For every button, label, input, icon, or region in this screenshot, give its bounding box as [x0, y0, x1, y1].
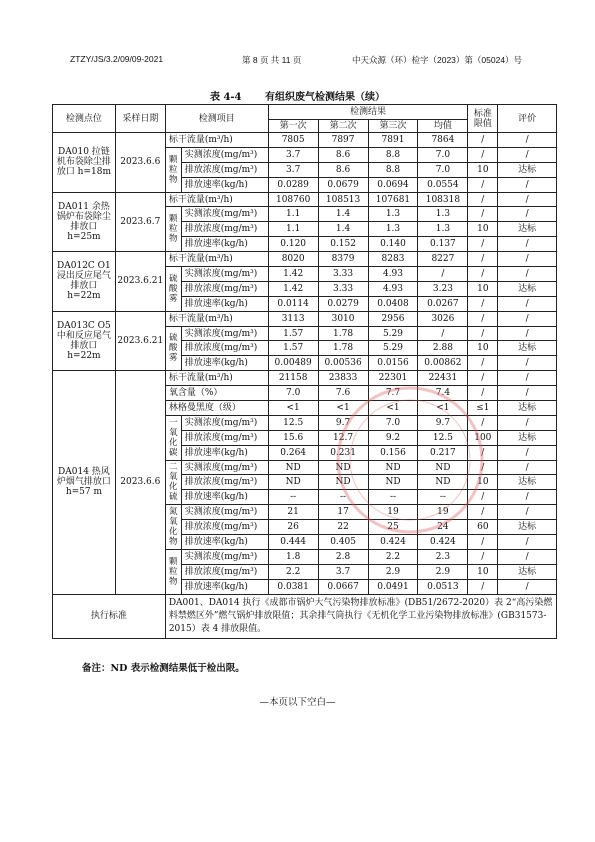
standard-text: DA001、DA014 执行《成都市锅炉大气污染物排放标准》(DB51/2672-2020）表 2“高污染燃料禁燃区外”燃气锅炉排放限值；其余排气筒执行《无机化学工业污染物排放标准》(GB31573-2015）表 4 排放限值。 — [165, 594, 556, 638]
table-row — [53, 311, 557, 326]
limit-value: / — [468, 267, 498, 282]
value-first: <1 — [268, 401, 318, 416]
value-avg: 2.9 — [418, 564, 468, 579]
value-second: 0.231 — [318, 445, 368, 460]
evaluation: 达标 — [498, 564, 557, 579]
limit-value: / — [468, 549, 498, 564]
value-third: 22301 — [368, 371, 418, 386]
value-first: 0.444 — [268, 535, 318, 550]
value-third: 7.7 — [368, 386, 418, 401]
table-row — [53, 252, 557, 267]
table-row — [53, 192, 557, 207]
value-first: 1.42 — [268, 281, 318, 296]
value-second: 0.405 — [318, 535, 368, 550]
limit-value: / — [468, 133, 498, 148]
pollutant-category: 硫酸雾 — [165, 267, 181, 312]
value-avg: 0.217 — [418, 445, 468, 460]
value-third: 107681 — [368, 192, 418, 207]
value-first: 3113 — [268, 311, 318, 326]
limit-value: 10 — [468, 475, 498, 490]
test-item: 标干流量(m³/h) — [165, 133, 268, 148]
value-first: 1.57 — [268, 326, 318, 341]
value-second: 3.33 — [318, 267, 368, 282]
evaluation: 达标 — [498, 222, 557, 237]
value-second: 17 — [318, 505, 368, 520]
value-second: 1.78 — [318, 326, 368, 341]
value-second: 23833 — [318, 371, 368, 386]
test-item: 实测浓度(mg/m³) — [181, 415, 268, 430]
value-third: 9.2 — [368, 430, 418, 445]
evaluation: 达标 — [498, 401, 557, 416]
value-avg: 2.3 — [418, 549, 468, 564]
value-third: 0.0491 — [368, 579, 418, 594]
value-second: 1.4 — [318, 222, 368, 237]
sampling-point: DA010 拉链机布袋除尘排放口 h=18m — [53, 133, 116, 193]
value-third: 8.8 — [368, 147, 418, 162]
test-item: 排放浓度(mg/m³) — [181, 162, 268, 177]
value-avg: 1.3 — [418, 207, 468, 222]
limit-value: / — [468, 147, 498, 162]
header-limit: 标准限值 — [468, 105, 498, 133]
value-third: 1.3 — [368, 207, 418, 222]
value-first: 0.0114 — [268, 296, 318, 311]
value-second: 0.0679 — [318, 177, 368, 192]
value-third: 8.8 — [368, 162, 418, 177]
standard-row — [53, 594, 557, 638]
results-table — [52, 104, 557, 639]
limit-value: / — [468, 237, 498, 252]
value-second: 8379 — [318, 252, 368, 267]
header-eval: 评价 — [498, 105, 557, 133]
test-item: 排放速率(kg/h) — [181, 490, 268, 505]
value-avg: 7.4 — [418, 386, 468, 401]
value-third: 7891 — [368, 133, 418, 148]
test-item: 排放速率(kg/h) — [181, 296, 268, 311]
evaluation: / — [498, 252, 557, 267]
limit-value: 10 — [468, 222, 498, 237]
value-third: 19 — [368, 505, 418, 520]
value-third: 0.0694 — [368, 177, 418, 192]
header-second: 第二次 — [318, 120, 368, 133]
value-first: 0.0381 — [268, 579, 318, 594]
test-item: 排放速率(kg/h) — [181, 445, 268, 460]
evaluation: 达标 — [498, 281, 557, 296]
test-item: 排放浓度(mg/m³) — [181, 564, 268, 579]
value-third: 25 — [368, 520, 418, 535]
page-number: 第 8 页 共 11 页 — [242, 55, 302, 65]
value-avg: 0.0554 — [418, 177, 468, 192]
sampling-point: DA012C O1 浸出反应尾气排放口 h=22m — [53, 252, 116, 312]
value-second: 22 — [318, 520, 368, 535]
limit-value: 60 — [468, 520, 498, 535]
evaluation: 达标 — [498, 430, 557, 445]
value-avg: 0.0267 — [418, 296, 468, 311]
test-item: 标干流量(m³/h) — [165, 192, 268, 207]
pollutant-category: 一氧化碳 — [165, 415, 181, 460]
value-avg: ND — [418, 460, 468, 475]
value-third: 8283 — [368, 252, 418, 267]
value-first: 12.5 — [268, 415, 318, 430]
value-second: 8.6 — [318, 147, 368, 162]
evaluation: / — [498, 311, 557, 326]
test-item: 排放浓度(mg/m³) — [181, 341, 268, 356]
value-third: ND — [368, 460, 418, 475]
value-second: 9.7 — [318, 415, 368, 430]
test-item: 实测浓度(mg/m³) — [181, 267, 268, 282]
value-second: 0.0667 — [318, 579, 368, 594]
value-first: 1.57 — [268, 341, 318, 356]
limit-value: / — [468, 460, 498, 475]
test-item: 实测浓度(mg/m³) — [181, 326, 268, 341]
evaluation: / — [498, 296, 557, 311]
test-item: 实测浓度(mg/m³) — [181, 460, 268, 475]
test-item: 排放浓度(mg/m³) — [181, 222, 268, 237]
table-row — [53, 133, 557, 148]
test-item: 排放速率(kg/h) — [181, 356, 268, 371]
header-results: 检测结果 — [268, 105, 468, 120]
value-avg: 0.424 — [418, 535, 468, 550]
value-first: -- — [268, 490, 318, 505]
pollutant-category: 硫酸雾 — [165, 326, 181, 371]
value-second: 1.4 — [318, 207, 368, 222]
limit-value: / — [468, 445, 498, 460]
evaluation: / — [498, 505, 557, 520]
sampling-date: 2023.6.7 — [115, 192, 165, 252]
value-avg: / — [418, 267, 468, 282]
value-avg: 12.5 — [418, 430, 468, 445]
test-item: 林格曼黑度（级） — [165, 401, 268, 416]
evaluation: / — [498, 177, 557, 192]
value-first: 1.42 — [268, 267, 318, 282]
evaluation: / — [498, 415, 557, 430]
report-number: 中天众源（环）检字（2023）第（05024）号 — [352, 55, 523, 65]
evaluation: 达标 — [498, 475, 557, 490]
value-avg: 7.0 — [418, 147, 468, 162]
test-item: 排放浓度(mg/m³) — [181, 520, 268, 535]
value-second: 1.78 — [318, 341, 368, 356]
evaluation: / — [498, 535, 557, 550]
value-second: 2.8 — [318, 549, 368, 564]
limit-value: / — [468, 579, 498, 594]
test-item: 标干流量(m³/h) — [165, 311, 268, 326]
value-second: ND — [318, 460, 368, 475]
value-first: 0.00489 — [268, 356, 318, 371]
test-item: 排放速率(kg/h) — [181, 177, 268, 192]
test-item: 排放浓度(mg/m³) — [181, 430, 268, 445]
value-first: 8020 — [268, 252, 318, 267]
header-date: 采样日期 — [115, 105, 165, 133]
evaluation: / — [498, 133, 557, 148]
value-second: 12.7 — [318, 430, 368, 445]
pollutant-category: 颗粒物 — [165, 207, 181, 252]
limit-value: / — [468, 296, 498, 311]
evaluation: / — [498, 147, 557, 162]
value-avg: -- — [418, 490, 468, 505]
value-third: 5.29 — [368, 326, 418, 341]
sampling-point: DA011 余热锅炉布袋除尘排放口 h=25m — [53, 192, 116, 252]
limit-value: / — [468, 490, 498, 505]
value-first: 3.7 — [268, 147, 318, 162]
value-first: 21158 — [268, 371, 318, 386]
standard-label: 执行标准 — [53, 594, 166, 638]
header-item: 检测项目 — [165, 105, 268, 133]
value-avg: 24 — [418, 520, 468, 535]
value-third: <1 — [368, 401, 418, 416]
value-first: 0.264 — [268, 445, 318, 460]
value-third: ND — [368, 475, 418, 490]
table-title — [0, 88, 595, 103]
value-first: 7.0 — [268, 386, 318, 401]
value-first: 26 — [268, 520, 318, 535]
evaluation: / — [498, 386, 557, 401]
value-first: 0.120 — [268, 237, 318, 252]
value-third: 4.93 — [368, 281, 418, 296]
evaluation: / — [498, 579, 557, 594]
test-item: 排放速率(kg/h) — [181, 579, 268, 594]
value-third: 0.0408 — [368, 296, 418, 311]
value-avg: 0.137 — [418, 237, 468, 252]
value-second: <1 — [318, 401, 368, 416]
test-item: 实测浓度(mg/m³) — [181, 147, 268, 162]
limit-value: 100 — [468, 430, 498, 445]
value-third: 0.156 — [368, 445, 418, 460]
value-avg: 8227 — [418, 252, 468, 267]
value-second: 7.6 — [318, 386, 368, 401]
value-avg: 2.88 — [418, 341, 468, 356]
test-item: 排放浓度(mg/m³) — [181, 475, 268, 490]
value-first: 3.7 — [268, 162, 318, 177]
test-item: 排放速率(kg/h) — [181, 237, 268, 252]
value-first: 7805 — [268, 133, 318, 148]
test-item: 标干流量(m³/h) — [165, 252, 268, 267]
limit-value: / — [468, 192, 498, 207]
limit-value: / — [468, 252, 498, 267]
test-item: 氧含量（%） — [165, 386, 268, 401]
evaluation: / — [498, 460, 557, 475]
evaluation: / — [498, 445, 557, 460]
value-avg: 0.00862 — [418, 356, 468, 371]
evaluation: / — [498, 371, 557, 386]
header-avg: 均值 — [418, 120, 468, 133]
value-first: 15.6 — [268, 430, 318, 445]
value-second: 3.33 — [318, 281, 368, 296]
evaluation: / — [498, 356, 557, 371]
table-number: 表 4-4 — [209, 92, 242, 103]
limit-value: / — [468, 326, 498, 341]
value-second: 0.00536 — [318, 356, 368, 371]
value-third: 0.0156 — [368, 356, 418, 371]
value-second: 7897 — [318, 133, 368, 148]
pollutant-category: 颗粒物 — [165, 549, 181, 594]
evaluation: / — [498, 207, 557, 222]
value-third: 0.140 — [368, 237, 418, 252]
sampling-date: 2023.6.21 — [115, 311, 165, 371]
value-second: ND — [318, 475, 368, 490]
doc-code: ZTZY/JS/3.2/09/09-2021 — [70, 54, 164, 64]
sampling-date: 2023.6.6 — [115, 371, 165, 594]
sampling-point: DA014 热风炉烟气排放口 h=57 m — [53, 371, 116, 594]
limit-value: / — [468, 371, 498, 386]
value-second: -- — [318, 490, 368, 505]
value-third: 2.9 — [368, 564, 418, 579]
value-avg: 22431 — [418, 371, 468, 386]
value-second: 3.7 — [318, 564, 368, 579]
value-second: 108513 — [318, 192, 368, 207]
value-avg: 19 — [418, 505, 468, 520]
evaluation: / — [498, 549, 557, 564]
evaluation: 达标 — [498, 162, 557, 177]
value-first: ND — [268, 460, 318, 475]
evaluation: / — [498, 267, 557, 282]
value-avg: 108318 — [418, 192, 468, 207]
limit-value: / — [468, 177, 498, 192]
value-avg: ND — [418, 475, 468, 490]
limit-value: / — [468, 207, 498, 222]
test-item: 实测浓度(mg/m³) — [181, 505, 268, 520]
value-first: 1.1 — [268, 207, 318, 222]
value-third: 7.0 — [368, 415, 418, 430]
value-third: 2.2 — [368, 549, 418, 564]
sampling-date: 2023.6.21 — [115, 252, 165, 312]
limit-value: 10 — [468, 564, 498, 579]
value-avg: 9.7 — [418, 415, 468, 430]
sampling-date: 2023.6.6 — [115, 133, 165, 193]
value-third: 0.424 — [368, 535, 418, 550]
limit-value: 10 — [468, 341, 498, 356]
value-third: 5.29 — [368, 341, 418, 356]
value-second: 0.0279 — [318, 296, 368, 311]
value-first: 108760 — [268, 192, 318, 207]
evaluation: 达标 — [498, 520, 557, 535]
limit-value: 10 — [468, 162, 498, 177]
pollutant-category: 氮氧化物 — [165, 505, 181, 550]
limit-value: / — [468, 535, 498, 550]
value-third: 2956 — [368, 311, 418, 326]
test-item: 标干流量(m³/h) — [165, 371, 268, 386]
table-title-text: 有组织废气检测结果（续） — [265, 92, 386, 103]
header-third: 第三次 — [368, 120, 418, 133]
value-second: 3010 — [318, 311, 368, 326]
value-first: 0.0289 — [268, 177, 318, 192]
value-first: ND — [268, 475, 318, 490]
evaluation: / — [498, 237, 557, 252]
value-first: 21 — [268, 505, 318, 520]
value-avg: 3026 — [418, 311, 468, 326]
test-item: 实测浓度(mg/m³) — [181, 549, 268, 564]
value-avg: 7.0 — [418, 162, 468, 177]
limit-value: / — [468, 386, 498, 401]
limit-value: / — [468, 415, 498, 430]
limit-value: / — [468, 311, 498, 326]
header-point: 检测点位 — [53, 105, 116, 133]
page-end-marker: —本页以下空白— — [259, 697, 336, 708]
test-item: 实测浓度(mg/m³) — [181, 207, 268, 222]
limit-value: / — [468, 505, 498, 520]
evaluation: / — [498, 490, 557, 505]
evaluation: 达标 — [498, 341, 557, 356]
table-row — [53, 371, 557, 386]
value-avg: 0.0513 — [418, 579, 468, 594]
header-first: 第一次 — [268, 120, 318, 133]
value-avg: 3.23 — [418, 281, 468, 296]
value-first: 1.1 — [268, 222, 318, 237]
pollutant-category: 二氧化硫 — [165, 460, 181, 505]
value-second: 8.6 — [318, 162, 368, 177]
test-item: 排放浓度(mg/m³) — [181, 281, 268, 296]
value-third: 4.93 — [368, 267, 418, 282]
sampling-point: DA013C O5 中和反应尾气排放口 h=22m — [53, 311, 116, 371]
limit-value: ≤1 — [468, 401, 498, 416]
evaluation: / — [498, 326, 557, 341]
value-avg: <1 — [418, 401, 468, 416]
test-item: 排放速率(kg/h) — [181, 535, 268, 550]
value-first: 2.2 — [268, 564, 318, 579]
limit-value: / — [468, 356, 498, 371]
value-avg: 1.3 — [418, 222, 468, 237]
value-second: 0.152 — [318, 237, 368, 252]
pollutant-category: 颗粒物 — [165, 147, 181, 192]
value-avg: 7864 — [418, 133, 468, 148]
evaluation: / — [498, 192, 557, 207]
value-third: -- — [368, 490, 418, 505]
limit-value: 10 — [468, 281, 498, 296]
value-third: 1.3 — [368, 222, 418, 237]
value-avg: / — [418, 326, 468, 341]
footnote: 备注：ND 表示检测结果低于检出限。 — [82, 663, 245, 674]
value-first: 1.8 — [268, 549, 318, 564]
